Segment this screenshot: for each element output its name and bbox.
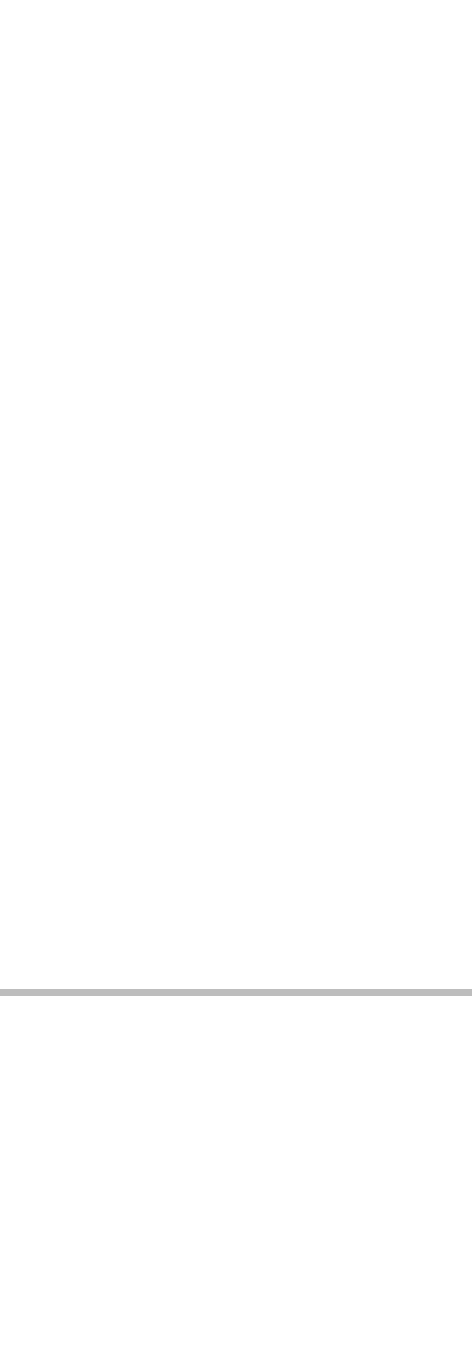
page-break	[0, 989, 472, 996]
